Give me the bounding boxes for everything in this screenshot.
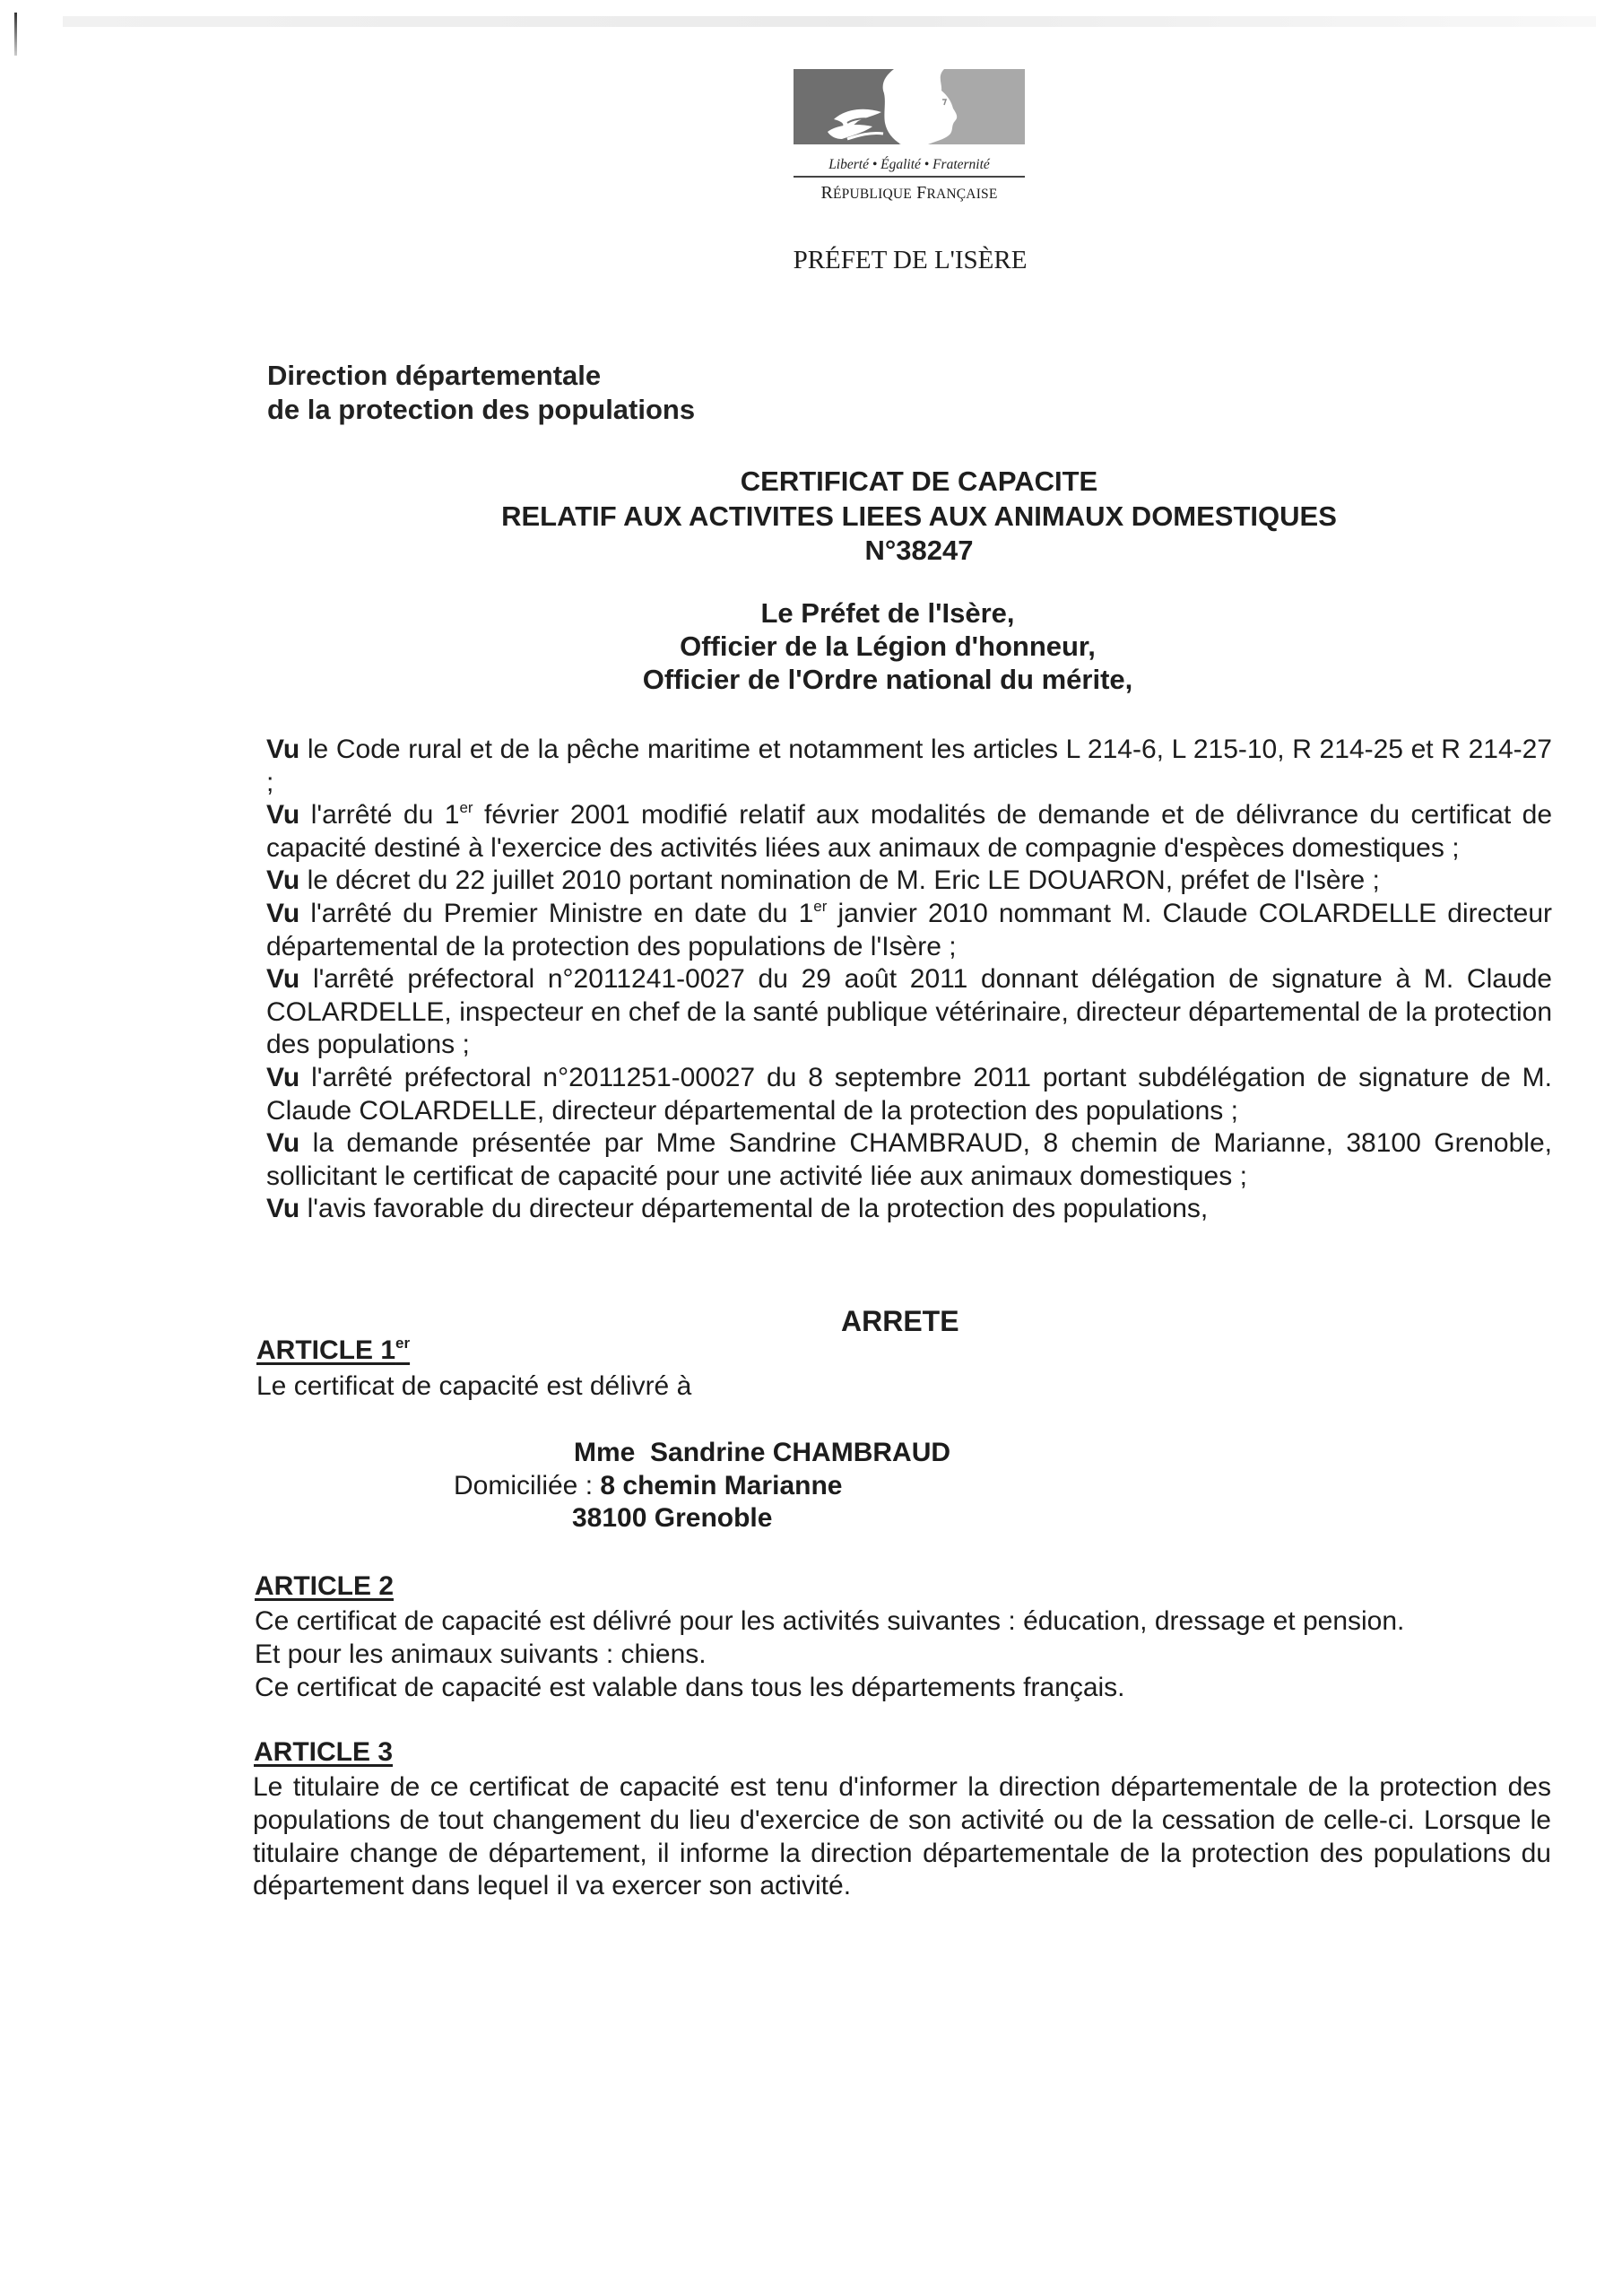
issuing-authority xyxy=(619,596,1157,696)
logo-divider xyxy=(794,176,1025,178)
authority-line-1: Le Préfet de l'Isère, xyxy=(760,597,1015,629)
considerant-item: Vu la demande présentée par Mme Sandrine CHAMBRAUD, 8 chemin de Marianne, 38100 Grenoble, sollicitant le certificat de capacité pour une activité liée aux animaux domestiques ; xyxy=(266,1128,1552,1191)
article-3-heading: ARTICLE 3 xyxy=(254,1737,394,1767)
article-3-text: Le titulaire de ce certificat de capacité est tenu d'informer la direction départementale de la protection des populations de tout changement du lieu d'exercice de son activité ou de la cessation de celle-ci. Lorsque le titulaire change de département, il informe la direction départementale de la protection des populations du département dans lequel il va exercer son activité. xyxy=(253,1772,1551,1901)
title-line-1: CERTIFICAT DE CAPACITE xyxy=(740,465,1098,497)
considerant-item: Vu le Code rural et de la pêche maritime et notamment les articles L 214-6, L 215-10, R 214-25 et R 214-27 ; xyxy=(266,735,1552,797)
title-line-2: RELATIF AUX ACTIVITES LIEES AUX ANIMAUX DOMESTIQUES xyxy=(501,500,1337,532)
considerant-item: Vu l'avis favorable du directeur départemental de la protection des populations, xyxy=(266,1194,1209,1224)
article-1-text: Le certificat de capacité est délivré à xyxy=(256,1371,692,1401)
recipient-block xyxy=(448,1437,1166,1535)
republique-francaise-logo xyxy=(794,69,1025,204)
article-1-heading: ARTICLE 1er xyxy=(256,1335,411,1365)
article-2-text xyxy=(255,1605,1555,1704)
scan-artifact-band xyxy=(63,16,1596,27)
issuing-service xyxy=(267,359,695,427)
certificate-number: N°38247 xyxy=(864,535,974,566)
considerant-item: Vu l'arrêté préfectoral n°2011251-00027 du 8 septembre 2011 portant subdélégation de signature de M. Claude COLARDELLE, directeur départemental de la protection des populations ; xyxy=(266,1062,1552,1126)
considerant-item: Vu le décret du 22 juillet 2010 portant nomination de M. Eric LE DOUARON, préfet de l'Isère ; xyxy=(266,865,1380,896)
article-2-line: Ce certificat de capacité est valable dans tous les départements français. xyxy=(255,1672,1125,1702)
service-line-1: Direction départementale xyxy=(267,360,602,391)
scan-artifact-mark xyxy=(14,13,17,56)
considerant-item: Vu l'arrêté du Premier Ministre en date du 1er janvier 2010 nommant M. Claude COLARDELLE directeur départemental de la protection des populations de l'Isère ; xyxy=(266,897,1552,961)
service-line-2: de la protection des populations xyxy=(267,394,696,425)
considerants-list xyxy=(266,734,1552,1226)
recipient-city: 38100 Grenoble xyxy=(572,1503,773,1533)
recipient-address: Domiciliée : 8 chemin Marianne xyxy=(454,1470,843,1500)
document-title xyxy=(430,465,1408,569)
recipient-name: Mme Sandrine CHAMBRAUD xyxy=(574,1438,951,1467)
considerant-item: Vu l'arrêté du 1er février 2001 modifié relatif aux modalités de demande et de délivrance du certificat de capacité destiné à l'exercice des activités liées aux animaux de compagnie d'espèces domestiques ; xyxy=(266,799,1553,863)
logo-motto: Liberté • Égalité • Fraternité xyxy=(828,157,990,172)
marianne-emblem-icon xyxy=(794,69,1025,144)
logo-republique-francaise: RÉPUBLIQUE FRANÇAISE xyxy=(820,183,998,203)
authority-line-3: Officier de l'Ordre national du mérite, xyxy=(642,664,1133,695)
article-2-line: Ce certificat de capacité est délivré pour les activités suivantes : éducation, dressage et pension. xyxy=(255,1606,1405,1636)
considerant-item: Vu l'arrêté préfectoral n°2011241-0027 du 29 août 2011 donnant délégation de signature à M. Claude COLARDELLE, inspecteur en chef de la santé publique vétérinaire, directeur départemental de la protection des populations ; xyxy=(266,964,1552,1060)
arrete-heading: ARRETE xyxy=(841,1305,959,1337)
authority-line-2: Officier de la Légion d'honneur, xyxy=(680,631,1096,662)
prefet-header: PRÉFET DE L'ISÈRE xyxy=(793,246,1028,274)
article-2-line: Et pour les animaux suivants : chiens. xyxy=(255,1639,707,1669)
article-2-heading: ARTICLE 2 xyxy=(255,1571,395,1601)
